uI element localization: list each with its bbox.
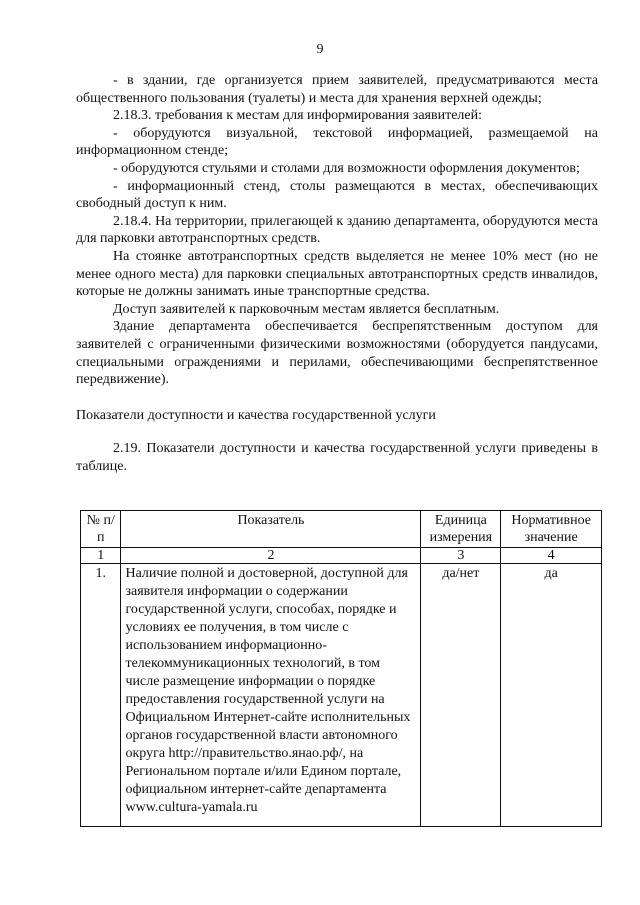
intro-paragraph: 2.19. Показатели доступности и качества государственной услуги приведены в таблице. (76, 441, 598, 474)
paragraph-5: - информационный стенд, столы размещаются в местах, обеспечивающих свободный доступ к ним. (76, 178, 598, 212)
paragraph-4: - оборудуются стульями и столами для возможности оформления документов; (113, 160, 580, 176)
header-cell-unit: Единица измерения (421, 511, 501, 548)
paragraph-6: 2.18.4. На территории, прилегающей к зданию департамента, оборудуются места для парковки автотранспортных средств. (76, 213, 598, 247)
table-row (81, 564, 602, 827)
paragraph-1: - в здании, где организуется прием заявителей, предусматриваются места общественного пользования (туалеты) и места для хранения верхней одежды; (76, 73, 598, 106)
paragraph-2: 2.18.3. требования к местам для информирования заявителей: (113, 108, 482, 124)
indicator-cell: Наличие полной и достоверной, доступной для заявителя информации о содержании государственной услуги, способах, порядке и условиях ее получения, в том числе с использованием информационно-телекоммуникационных технологий, в том числе размещение информации о порядке предоставления государственной услуги на Официальном Интернет-сайте исполнительных органов государственной власти автономного округа http://правительство.янао.рф/, на Региональном портале и/или Едином портале, официальном интернет-сайте департамента www.cultura-yamala.ru (121, 564, 421, 827)
paragraph-3: - оборудуются визуальной, текстовой информацией, размещаемой на информационном стенде; (76, 125, 598, 159)
header-cell-no: № п/п (81, 511, 121, 548)
paragraph-9: Здание департамента обеспечивается беспрепятственным доступом для заявителей с ограниченными физическими возможностями (оборудуется пандусами, специальными ограждениями и перилами, обеспечивающими беспрепятственное передвижение). (76, 319, 598, 388)
page-content (76, 72, 598, 475)
paragraph-7: На стоянке автотранспортных средств выделяется не менее 10% мест (но не менее одного места) для парковки специальных автотранспортных средств инвалидов, которые не должны занимать иные транспортные средства. (76, 248, 598, 300)
header-cell-indicator: Показатель (121, 511, 421, 548)
paragraph-8: Доступ заявителей к парковочным местам является бесплатным. (113, 301, 500, 317)
indicators-table (80, 510, 602, 827)
row-number-cell: 1. (81, 564, 121, 827)
norm-cell: да (501, 564, 602, 827)
unit-cell: да/нет (421, 564, 501, 827)
numbering-cell: 1 (81, 548, 121, 564)
numbering-cell: 3 (421, 548, 501, 564)
numbering-cell: 4 (501, 548, 602, 564)
section-heading: Показатели доступности и качества государственной услуги (76, 407, 436, 423)
table-header-row (81, 511, 602, 548)
header-cell-norm: Нормативное значение (501, 511, 602, 548)
page-number: 9 (316, 42, 324, 57)
numbering-cell: 2 (121, 548, 421, 564)
table-numbering-row (81, 548, 602, 564)
